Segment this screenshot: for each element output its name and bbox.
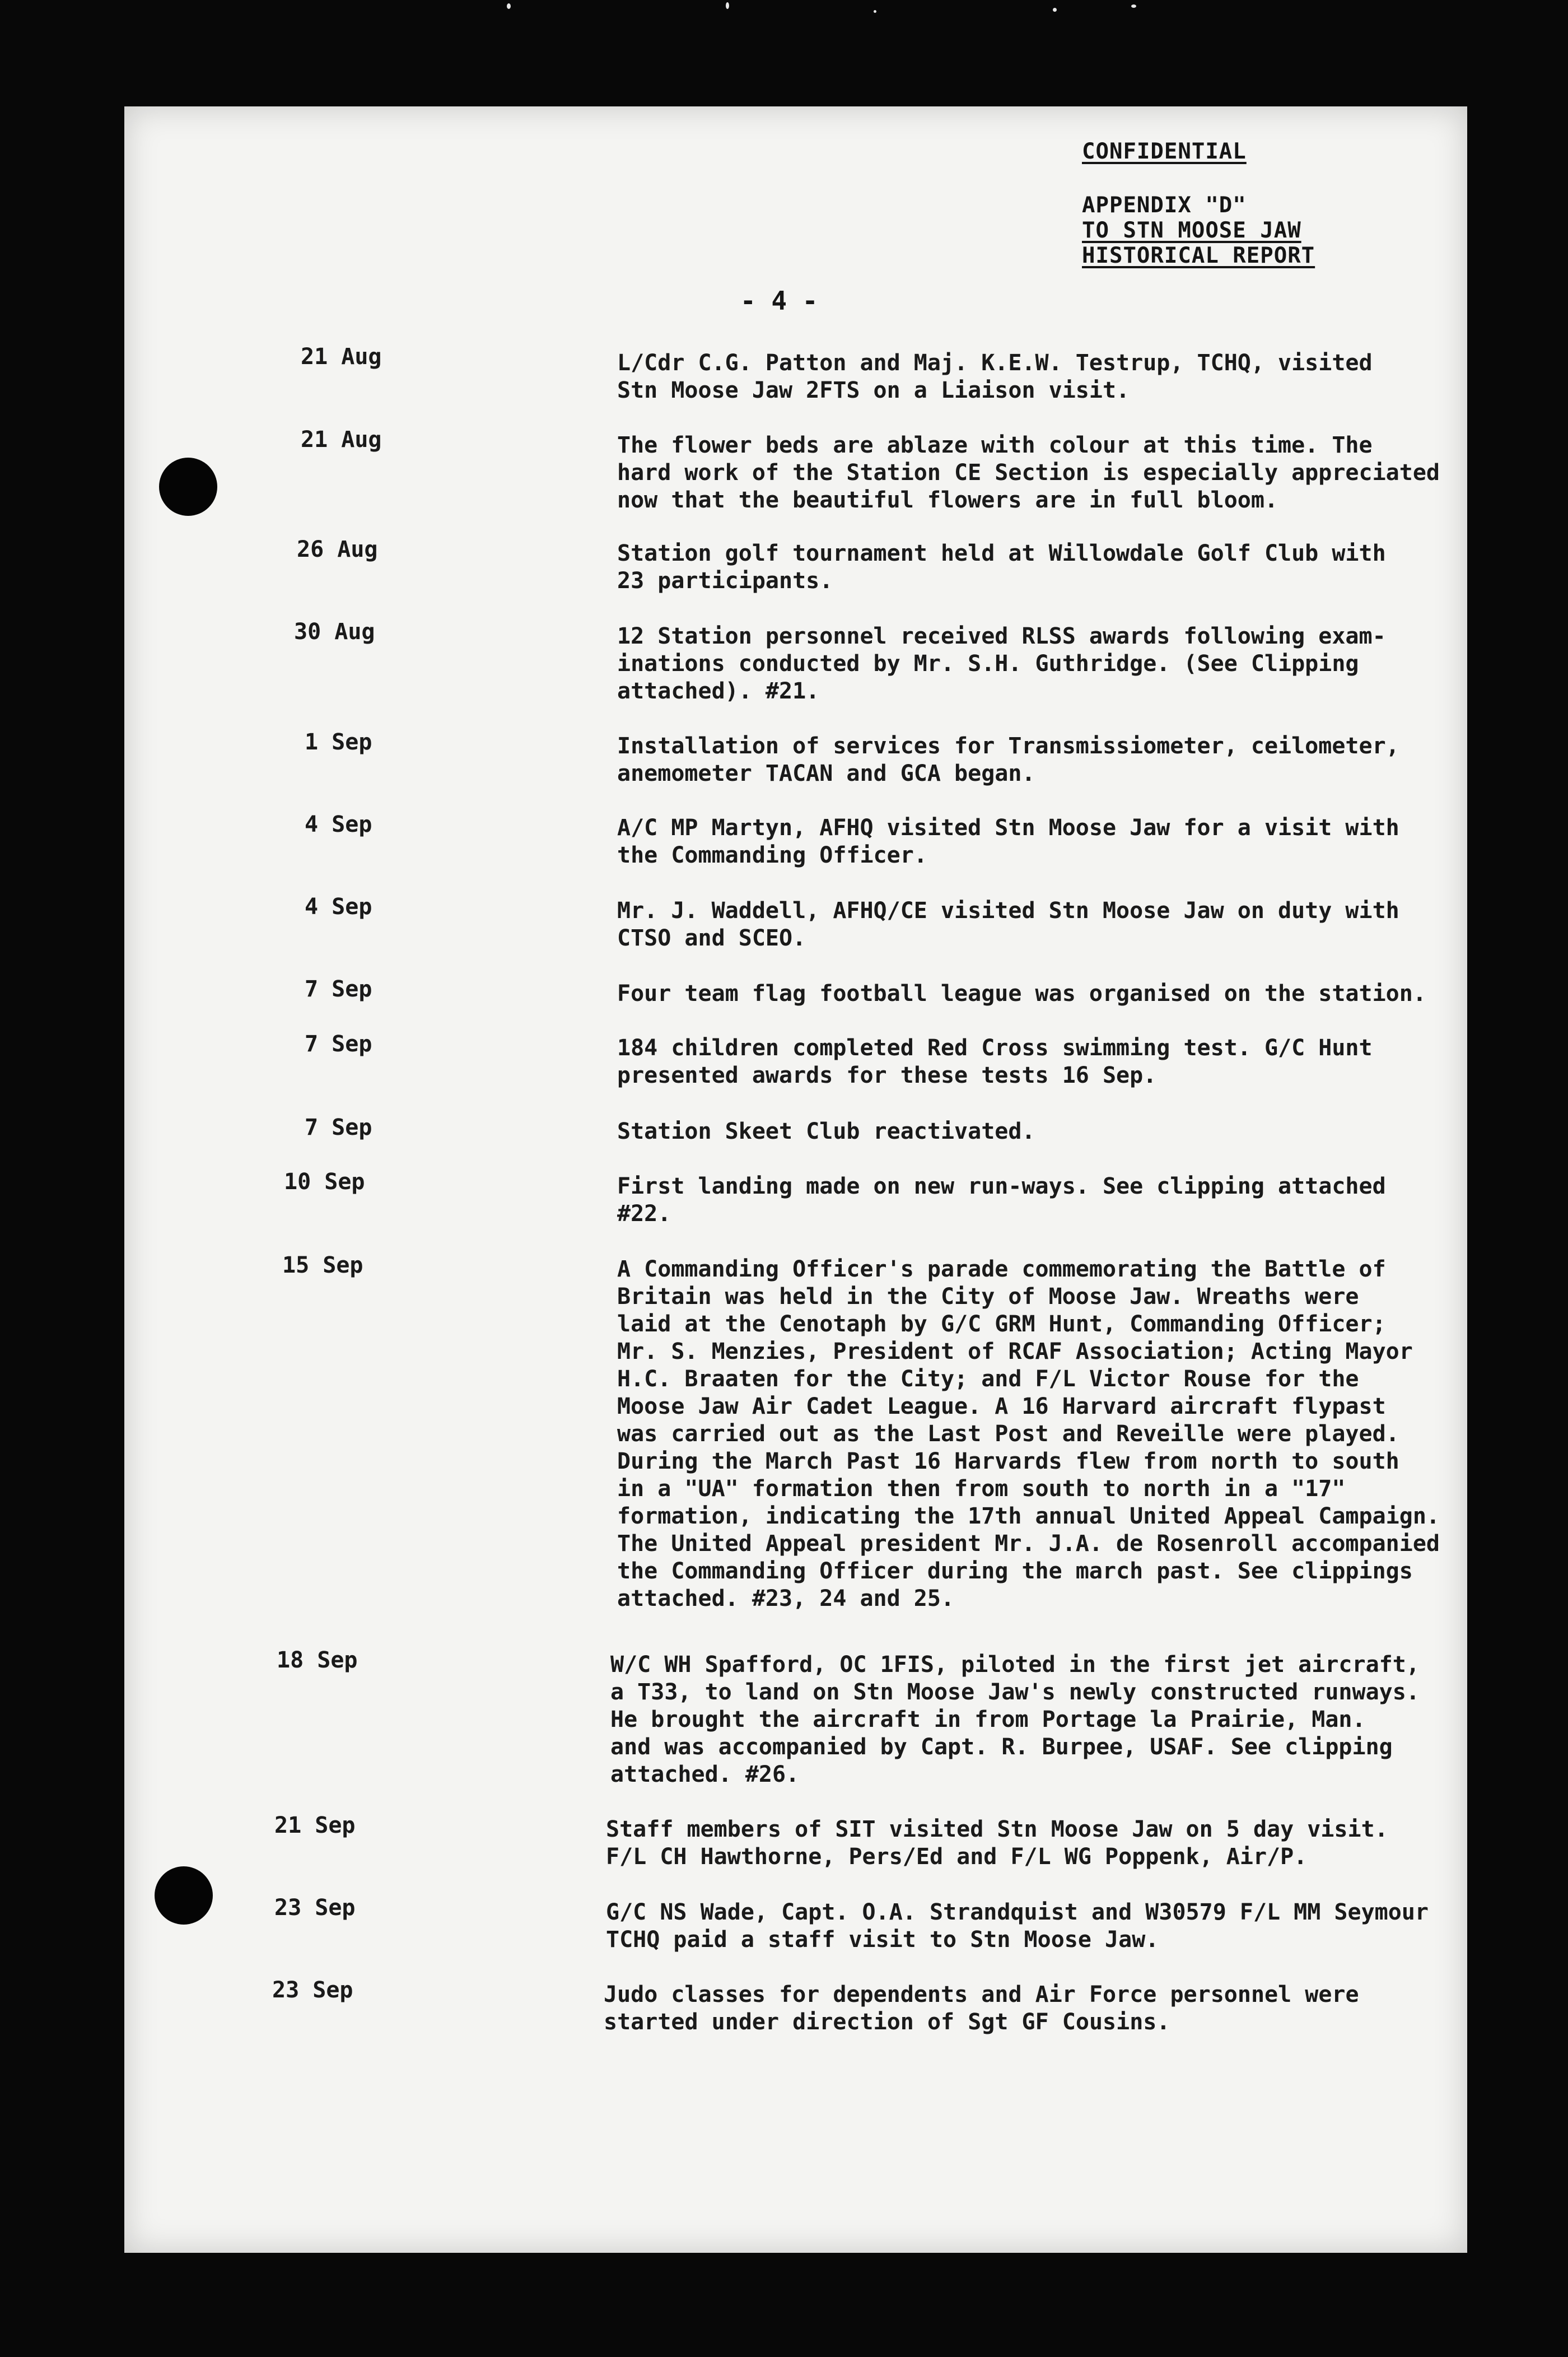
entry-text: Station golf tournament held at Willowdale Golf Club with 23 participants. xyxy=(617,541,1386,594)
entry-date: 10 Sep xyxy=(284,1169,365,1195)
punch-hole xyxy=(159,458,217,516)
entry-date: 15 Sep xyxy=(282,1252,363,1278)
appendix-report-line: HISTORICAL REPORT xyxy=(1082,243,1315,268)
entry-date: 21 Sep xyxy=(274,1813,356,1838)
entry-text: Station Skeet Club reactivated. xyxy=(617,1119,1035,1144)
entry-date: 7 Sep xyxy=(305,1031,372,1057)
entry-date: 1 Sep xyxy=(305,729,372,755)
entry-date: 23 Sep xyxy=(272,1977,353,2003)
document-page xyxy=(124,106,1467,2253)
film-speck xyxy=(726,2,729,9)
appendix-to-line: TO STN MOOSE JAW xyxy=(1082,218,1301,243)
entry-date: 4 Sep xyxy=(305,812,372,837)
entry-text: First landing made on new run-ways. See clipping attached #22. xyxy=(617,1173,1386,1227)
entry-text: Mr. J. Waddell, AFHQ/CE visited Stn Moose Jaw on duty with CTSO and SCEO. xyxy=(617,898,1399,951)
entry-date: 23 Sep xyxy=(274,1895,356,1921)
entry-text: A Commanding Officer's parade commemorating the Battle of Britain was held in the City of Moose Jaw. Wreaths were laid at the Cenotaph by G/C GRM Hunt, Commanding Officer; Mr. S. Menzies, President of RCAF Association; Acting Mayor H.C. Braaten for the City; and F/L Victor Rouse for the Moose Jaw Air Cadet League. A 16 Harvard aircraft flypast was carried out as the Last Post and Reveille were played. During the March Past 16 Harvards flew from north to south in a "UA" formation then from south to north in a "17" formation, indicating the 17th annual United Appeal Campaign. The United Appeal president Mr. J.A. de Rosenroll accompanied the Commanding Officer during the march past. See clippings attached. #23, 24 and 25. xyxy=(617,1256,1440,1611)
film-speck xyxy=(874,10,876,13)
entry-date: 4 Sep xyxy=(305,894,372,920)
film-speck xyxy=(507,3,511,9)
entry-date: 21 Aug xyxy=(301,344,382,370)
entry-date: 26 Aug xyxy=(297,537,378,562)
film-speck xyxy=(1131,4,1136,8)
entry-date: 7 Sep xyxy=(305,1115,372,1140)
entry-text: Staff members of SIT visited Stn Moose Jaw on 5 day visit. F/L CH Hawthorne, Pers/Ed and F/L WG Poppenk, Air/P. xyxy=(606,1816,1388,1870)
entry-text: G/C NS Wade, Capt. O.A. Strandquist and W30579 F/L MM Seymour TCHQ paid a staff visit to Stn Moose Jaw. xyxy=(606,1899,1429,1953)
appendix-title: APPENDIX "D" xyxy=(1082,193,1247,218)
entry-text: A/C MP Martyn, AFHQ visited Stn Moose Jaw for a visit with the Commanding Officer. xyxy=(617,815,1399,868)
entry-text: Four team flag football league was organised on the station. xyxy=(617,981,1426,1007)
entry-text: Judo classes for dependents and Air Force personnel were started under direction of Sgt GF Cousins. xyxy=(604,1982,1359,2035)
entry-text: Installation of services for Transmissiometer, ceilometer, anemometer TACAN and GCA began. xyxy=(617,733,1399,786)
page-number: - 4 - xyxy=(740,286,818,316)
entry-text: 184 children completed Red Cross swimming test. G/C Hunt presented awards for these tests 16 Sep. xyxy=(617,1035,1373,1088)
entry-text: The flower beds are ablaze with colour at this time. The hard work of the Station CE Section is especially appreciated now that the beautiful flowers are in full bloom. xyxy=(617,432,1440,513)
entry-text: L/Cdr C.G. Patton and Maj. K.E.W. Testrup, TCHQ, visited Stn Moose Jaw 2FTS on a Liaison visit. xyxy=(617,350,1373,403)
entry-date: 7 Sep xyxy=(305,976,372,1002)
entry-text: 12 Station personnel received RLSS awards following exam- inations conducted by Mr. S.H. Guthridge. (See Clipping attached). #21. xyxy=(617,623,1386,704)
entry-text: W/C WH Spafford, OC 1FIS, piloted in the first jet aircraft, a T33, to land on Stn Moose Jaw's newly constructed runways. He brought the aircraft in from Portage la Prairie, Man. and was accompanied by Capt. R. Burpee, USAF. See clipping attached. #26. xyxy=(610,1652,1420,1787)
entry-date: 21 Aug xyxy=(301,427,382,453)
classification-header: CONFIDENTIAL xyxy=(1082,139,1247,164)
punch-hole xyxy=(155,1866,213,1925)
entry-date: 18 Sep xyxy=(277,1647,358,1673)
entry-date: 30 Aug xyxy=(294,619,375,645)
film-speck xyxy=(1053,8,1057,12)
